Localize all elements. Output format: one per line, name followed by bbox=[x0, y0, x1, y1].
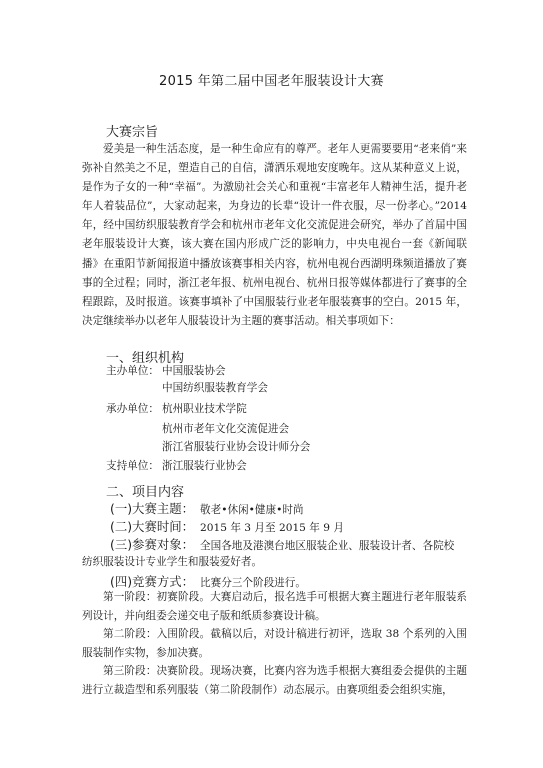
support-row bbox=[106, 457, 247, 476]
section-project-heading: 二、项目内容 bbox=[106, 485, 185, 500]
project-item-time bbox=[110, 517, 344, 535]
project-item-theme bbox=[110, 499, 304, 517]
purpose-heading: 大赛宗旨 bbox=[106, 125, 159, 140]
organizer-label: 承办单位： bbox=[106, 403, 159, 415]
host-1: 中国服装协会 bbox=[162, 365, 226, 377]
stage-3-paragraph: 第三阶段：决赛阶段。现场决赛，比赛内容为选手根据大赛组委会提供的主题进行立裁造型和系列服装（第二阶段制作）动态展示。由赛项组委会组织实施， bbox=[82, 665, 467, 697]
section-organization-heading: 一、组织机构 bbox=[106, 351, 185, 366]
organizer-1: 杭州职业技术学院 bbox=[162, 403, 247, 415]
support-1: 浙江服装行业协会 bbox=[162, 460, 247, 472]
host-row bbox=[106, 362, 226, 381]
stage-1-paragraph: 第一阶段：初赛阶段。大赛启动后，报名选手可根据大赛主题进行老年服装系列设计，并向组委会递交电子版和纸质参赛设计稿。 bbox=[82, 591, 467, 623]
organizer-row bbox=[106, 400, 247, 419]
host-2: 中国纺织服装教育学会 bbox=[162, 382, 268, 394]
project-item-participants bbox=[110, 535, 454, 553]
project-item-label: (二)大赛时间： bbox=[110, 519, 195, 534]
support-label: 支持单位： bbox=[106, 460, 159, 472]
host-label: 主办单位： bbox=[106, 365, 159, 377]
project-item-text: 2015 年 3 月至 2015 年 9 月 bbox=[200, 522, 344, 534]
project-item-text: 比赛分三个阶段进行。 bbox=[200, 577, 306, 589]
participants-continued: 纺织服装设计专业学生和服装爱好者。 bbox=[82, 556, 263, 568]
project-item-label: (三)参赛对象： bbox=[110, 537, 195, 552]
organizer-3: 浙江省服装行业协会设计师分会 bbox=[162, 441, 311, 453]
purpose-paragraph: 爱美是一种生活态度，是一种生命应有的尊严。老年人更需要要用“老来俏”来弥补自然美之不足，塑造自己的自信，潇洒乐观地安度晚年。这从某种意义上说，是作为子女的一种“幸福”。为激励社会关心和重视“丰富老年人精神生活，提升老年人着装品位”，大家动起来，为身边的长辈“设计一件衣服，尽一份孝心。”2014 年，经中国纺织服装教育学会和杭州市老年文化交流促进会研究，举办了首届中国老年服装设计大赛，该大赛在国内形成广泛的影响力，中央电视台一套《新闻联播》在重阳节新闻报道中播放该赛事相关内容，杭州电视台西湖明珠频道播放了赛事的全过程；同时，浙江老年报、杭州电视台、杭州日报等媒体都进行了赛事的全程跟踪，及时报道。该赛事填补了中国服装行业老年服装赛事的空白。2015 年，决定继续举办以老年人服装设计为主题的赛事活动。相关事项如下： bbox=[82, 143, 467, 327]
stage-2-paragraph: 第二阶段：入围阶段。截稿以后，对设计稿进行初评，选取 38 个系列的入围服装制作实物，参加决赛。 bbox=[82, 628, 467, 660]
organizer-2: 杭州市老年文化交流促进会 bbox=[162, 423, 290, 435]
project-item-text: 全国各地及港澳台地区服装企业、服装设计者、各院校 bbox=[200, 540, 455, 552]
project-item-label: (四)竞赛方式： bbox=[110, 574, 195, 589]
project-item-label: (一)大赛主题： bbox=[110, 501, 195, 516]
document-title: 2015 年第二届中国老年服装设计大赛 bbox=[159, 74, 384, 89]
project-item-text: 敬老•休闲•健康•时尚 bbox=[200, 504, 304, 516]
